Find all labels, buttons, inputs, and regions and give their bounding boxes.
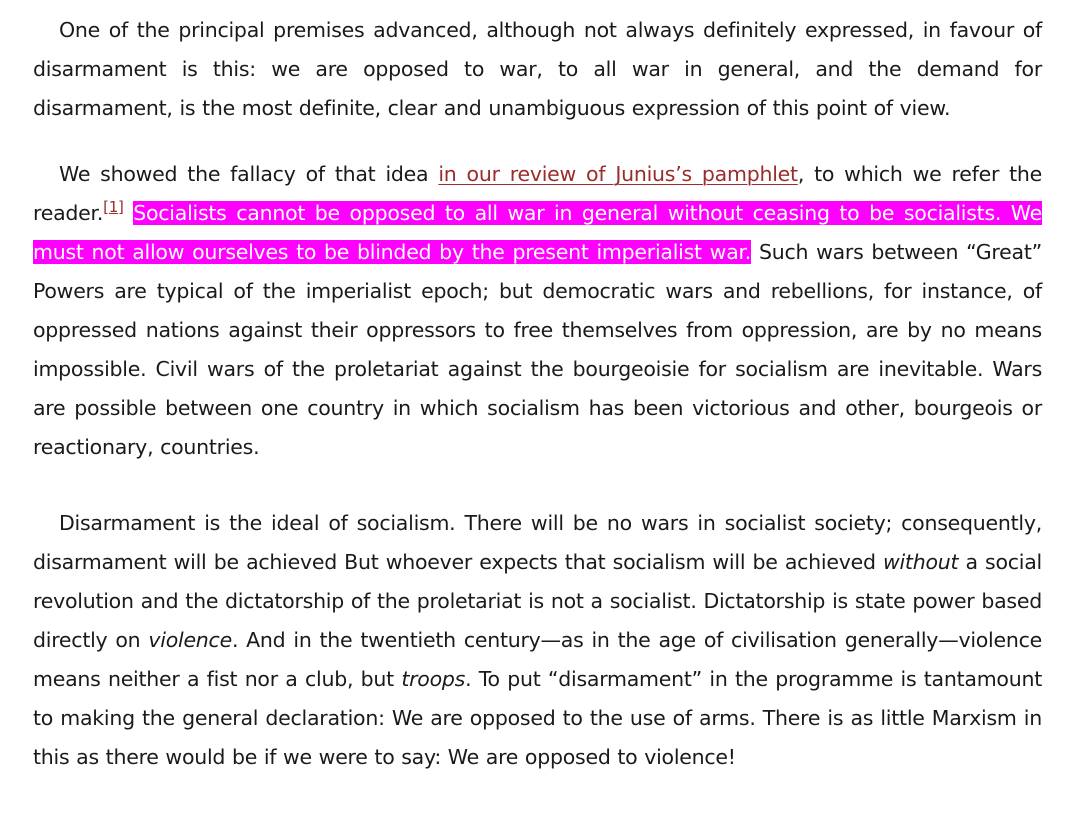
paragraph-2 [33, 155, 1042, 467]
paragraph-1: One of the principal premises advanced, although not always definitely expressed, in favour of disarmament is this: we are opposed to war, to all war in general, and the demand for disarmament, is the most definite, clear and unambiguous expression of this point of view. [33, 18, 1042, 120]
emphasis-without: without [882, 550, 959, 574]
footnote-1-link[interactable]: [1] [103, 198, 124, 216]
emphasis-violence: violence [148, 628, 232, 652]
paragraph-2-rest: Such wars between “Great” Powers are typical of the imperialist epoch; but democratic wars and rebellions, for instance, of oppressed nations against their oppressors to free themselves from oppression, are by no means impossible. Civil wars of the proletariat against the bourgeoisie for socialism are inevitable. Wars are possible between one country in which socialism has been victorious and other, bourgeois or reactionary, countries. [33, 240, 1042, 459]
paragraph-3-part-2: a social revolution and the dictatorship of the proletariat is not a socialist. Dictatorship is state power based directly on [33, 550, 1042, 652]
paragraph-3-part-3: . And in the twentieth century—as in the age of civilisation generally—violence means neither a fist nor a club, but [33, 628, 1042, 691]
paragraph-2-intro: We showed the fallacy of that idea [59, 162, 439, 186]
junius-pamphlet-link[interactable]: in our review of Junius’s pamphlet [438, 162, 798, 186]
paragraph-2-space [124, 201, 134, 225]
paragraph-3 [33, 504, 1042, 777]
highlighted-passage: Socialists cannot be opposed to all war in general without ceasing to be socialists. We must not allow ourselves to be blinded by the present imperialist war. [33, 201, 1042, 264]
paragraph-3-part-1: Disarmament is the ideal of socialism. There will be no wars in socialist society; consequently, disarmament will be achieved But whoever expects that socialism will be achieved [33, 511, 1042, 574]
emphasis-troops: troops [401, 667, 466, 691]
paragraph-3-part-4: . To put “disarmament” in the programme is tantamount to making the general declaration: We are opposed to the use of arms. There is as little Marxism in this as there would be if we were to say: We are opposed to violence! [33, 667, 1042, 769]
paragraph-2-after-link: , to which we refer the reader. [33, 162, 1043, 225]
